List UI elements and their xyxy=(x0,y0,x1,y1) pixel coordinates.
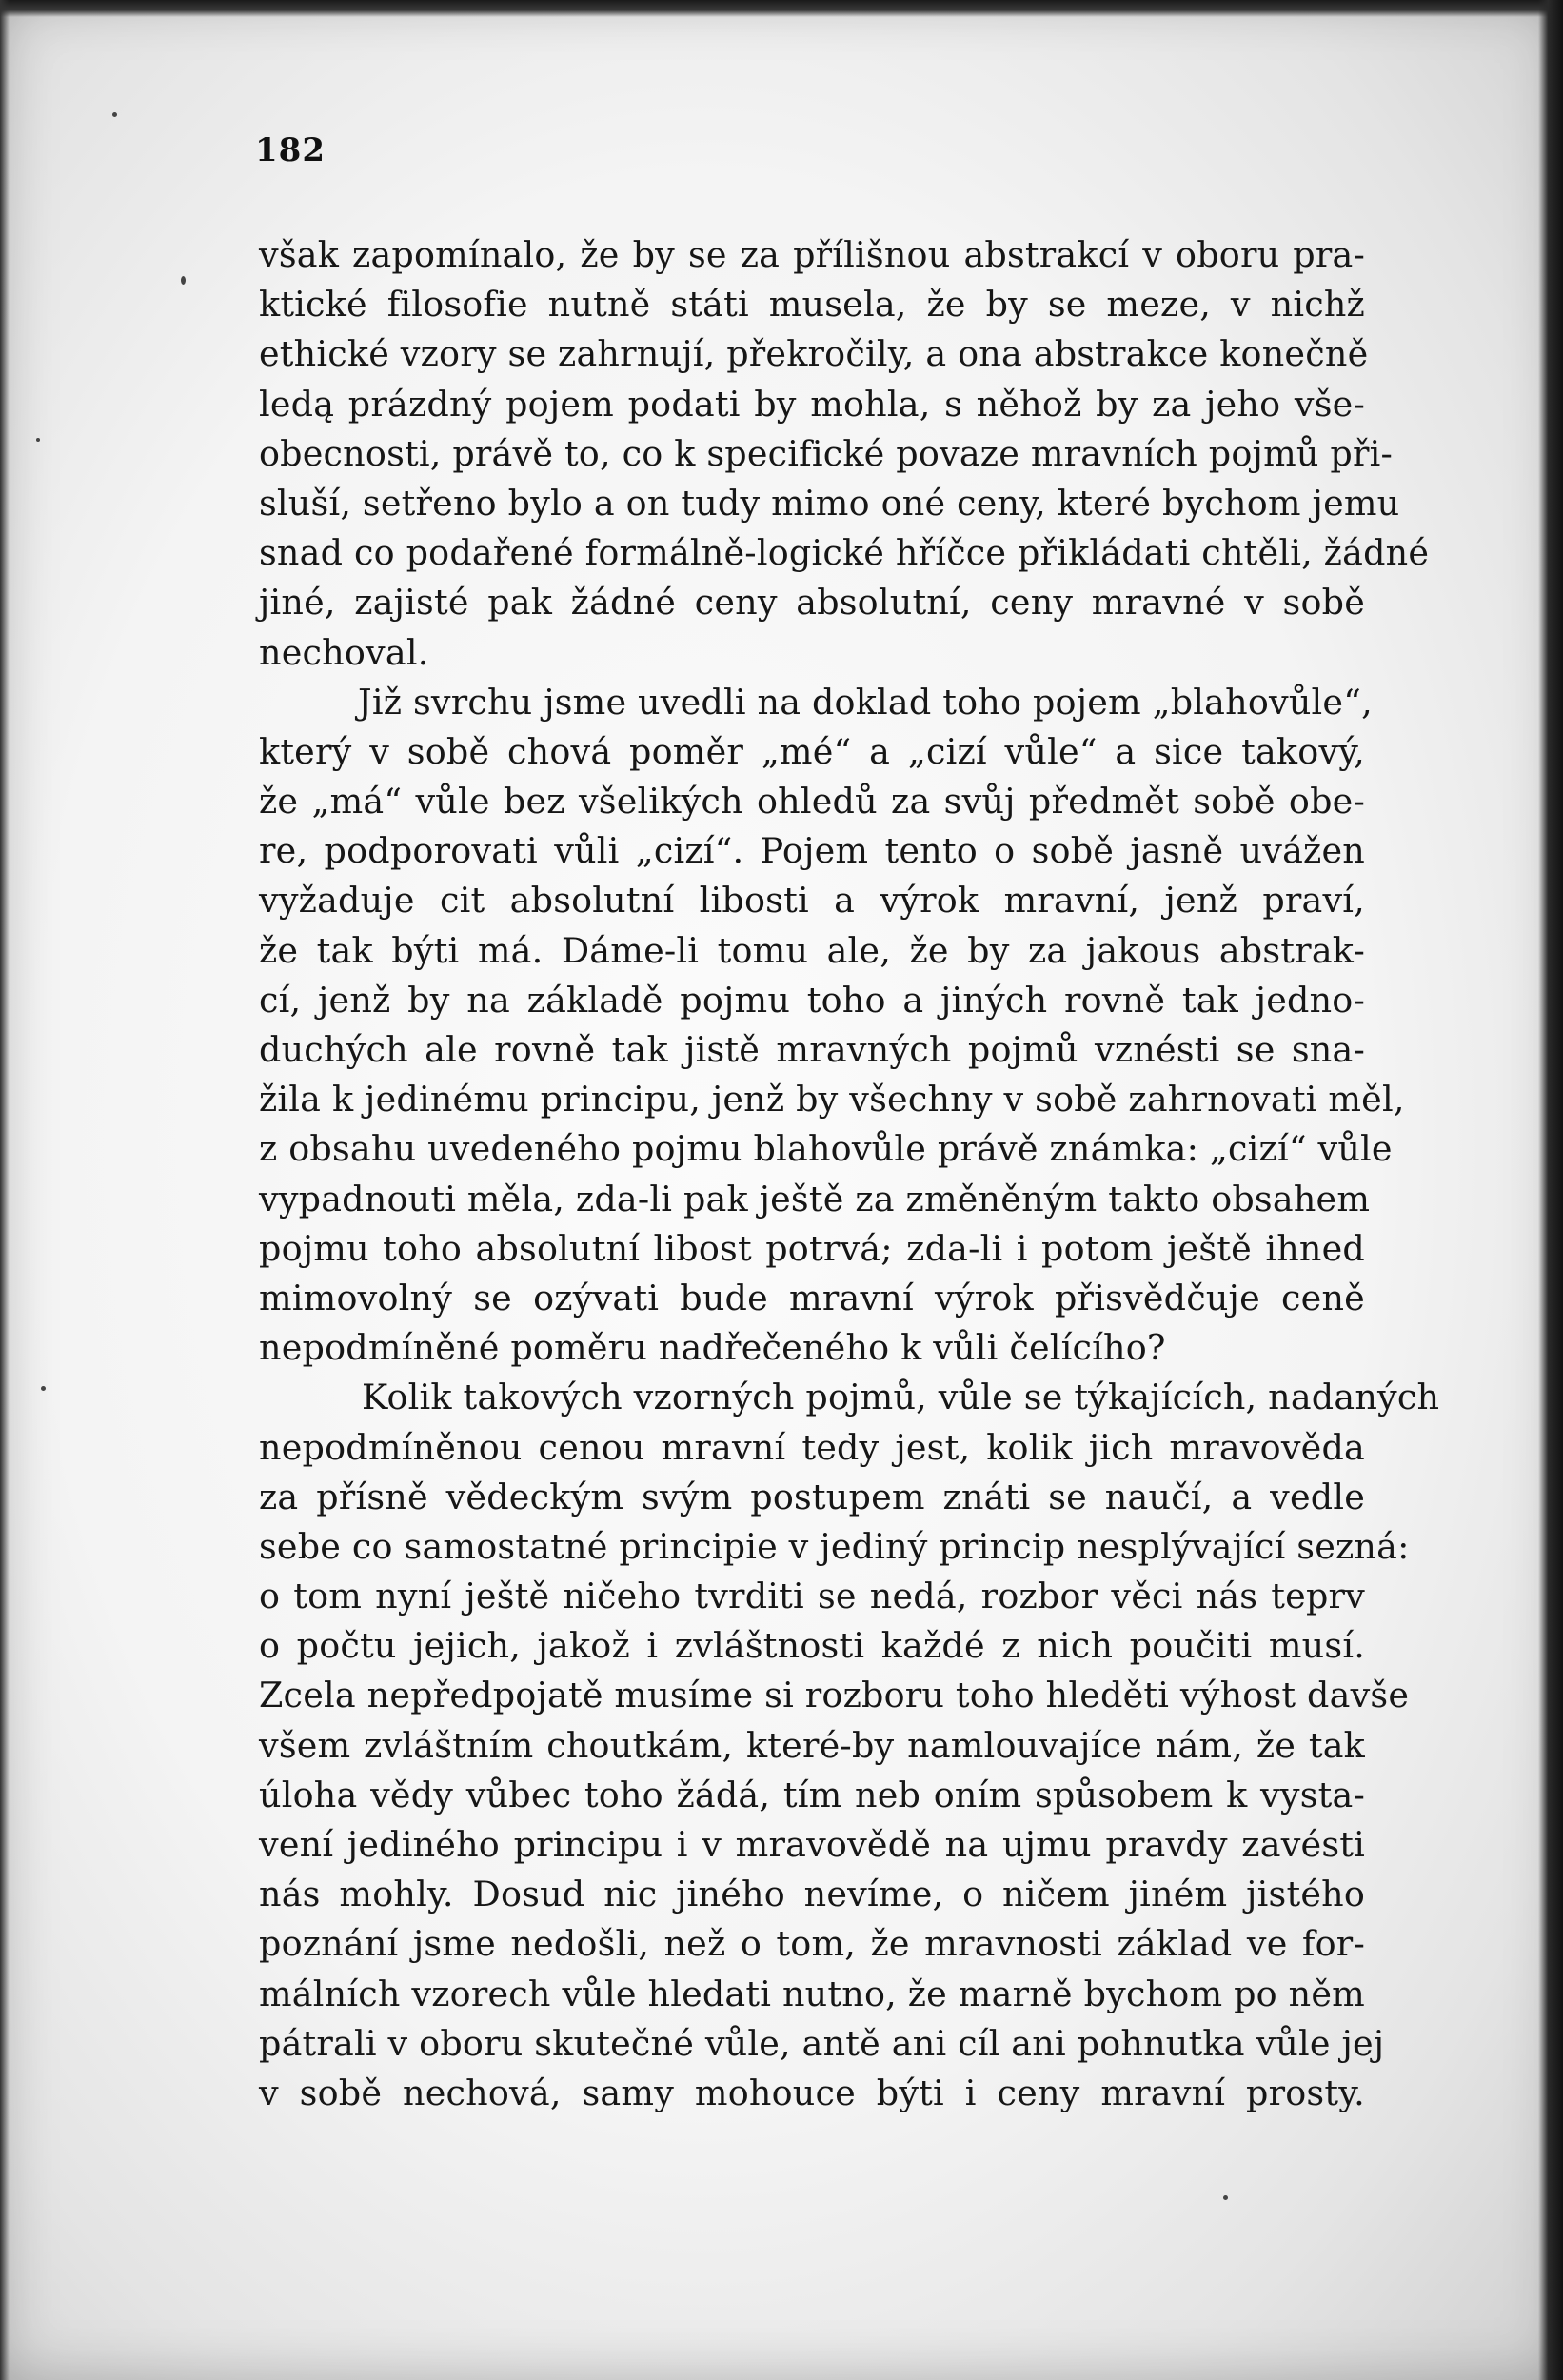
text-line: obecnosti, právě to, co k specifické povaze mravních pojmů při- xyxy=(259,432,1394,474)
text-line: jiné, zajisté pak žádné ceny absolutní, ceny mravné v sobě xyxy=(259,582,1365,624)
scan-speck xyxy=(1223,2195,1228,2200)
scan-speck xyxy=(41,1386,46,1391)
paragraph-start-line: Již svrchu jsme uvedli na doklad toho pojem „blahovůle“, xyxy=(358,681,1373,723)
text-line: pojmu toho absolutní libost potrvá; zda-li i potom ještě ihned xyxy=(259,1227,1365,1269)
text-line: Zcela nepředpojatě musíme si rozboru toho hleděti výhost davše xyxy=(259,1675,1410,1716)
text-line: poznání jsme nedošli, než o tom, že mravnosti základ ve for- xyxy=(259,1923,1365,1965)
scan-speck xyxy=(36,438,40,442)
text-line: nepodmíněné poměru nadřečeného k vůli čelícího? xyxy=(259,1327,1166,1369)
text-line: snad co podařené formálně-logické hříčce přikládati chtěli, žádné xyxy=(259,532,1430,574)
scan-edge-top xyxy=(0,0,1563,17)
scan-speck xyxy=(112,112,117,117)
text-line: o počtu jejich, jakož i zvláštnosti každé z nich poučiti musí. xyxy=(259,1625,1365,1667)
text-line: cí, jenž by na základě pojmu toho a jiných rovně tak jedno- xyxy=(259,979,1365,1021)
text-line: že „má“ vůle bez všelikých ohledů za svůj předmět sobě obe- xyxy=(259,781,1365,823)
text-line: nepodmíněnou cenou mravní tedy jest, kolik jich mravověda xyxy=(259,1426,1365,1468)
paragraph-start-line: Kolik takových vzorných pojmů, vůle se týkajících, nadaných xyxy=(362,1377,1440,1418)
text-line: vení jediného principu i v mravovědě na ujmu pravdy zavésti xyxy=(259,1824,1365,1865)
text-line: nás mohly. Dosud nic jiného nevíme, o ničem jiném jistého xyxy=(259,1874,1365,1915)
text-line: sluší, setřeno bylo a on tudy mimo oné ceny, které bychom jemu xyxy=(259,482,1400,524)
page-number: 182 xyxy=(255,131,326,169)
text-line: vypadnouti měla, zda-li pak ještě za změněným takto obsahem xyxy=(259,1178,1371,1220)
text-line: ktické filosofie nutně státi musela, že by se meze, v nichž xyxy=(259,284,1365,326)
text-line: o tom nyní ještě ničeho tvrditi se nedá, rozbor věci nás teprv xyxy=(259,1576,1365,1617)
text-line: však zapomínalo, že by se za přílišnou abstrakcí v oboru pra- xyxy=(259,234,1365,275)
text-line: vyžaduje cit absolutní libosti a výrok mravní, jenž praví, xyxy=(259,880,1365,922)
text-line: pátrali v oboru skutečné vůle, antě ani cíl ani pohnutka vůle jej xyxy=(259,2022,1385,2064)
text-line: duchých ale rovně tak jistě mravných pojmů vznésti se sna- xyxy=(259,1029,1365,1070)
text-line: mimovolný se ozývati bude mravní výrok přisvědčuje ceně xyxy=(259,1277,1365,1319)
scan-edge-right xyxy=(1538,0,1563,2380)
text-line: ethické vzory se zahrnují, překročily, a ona abstrakce konečně xyxy=(259,333,1369,375)
text-line: úloha vědy vůbec toho žádá, tím neb oním spůsobem k vysta- xyxy=(259,1774,1365,1815)
text-line: za přísně vědeckým svým postupem znáti se naučí, a vedle xyxy=(259,1476,1365,1517)
text-line: který v sobě chová poměr „mé“ a „cizí vůle“ a sice takový, xyxy=(259,730,1365,772)
text-line: z obsahu uvedeného pojmu blahovůle právě známka: „cizí“ vůle xyxy=(259,1128,1393,1170)
text-line: ledą prázdný pojem podati by mohla, s něhož by za jeho vše- xyxy=(259,383,1365,425)
scan-edge-left xyxy=(0,0,10,2380)
text-line: re, podporovati vůli „cizí“. Pojem tento o sobě jasně uvážen xyxy=(259,830,1365,872)
text-line: všem zvláštním choutkám, které-by namlouvajíce nám, že tak xyxy=(259,1724,1365,1766)
text-line: žila k jedinému principu, jenž by všechny v sobě zahrnovati měl, xyxy=(259,1079,1405,1121)
text-line: nechoval. xyxy=(259,631,429,673)
scan-speck xyxy=(181,276,186,285)
text-line: že tak býti má. Dáme-li tomu ale, že by za jakous abstrak- xyxy=(259,929,1365,971)
body-text xyxy=(259,230,1440,2118)
text-line: málních vzorech vůle hledati nutno, že marně bychom po něm xyxy=(259,1973,1365,2014)
text-line: v sobě nechová, samy mohouce býti i ceny mravní prosty. xyxy=(259,2072,1365,2113)
text-line: sebe co samostatné principie v jediný princip nesplývající sezná: xyxy=(259,1525,1410,1567)
